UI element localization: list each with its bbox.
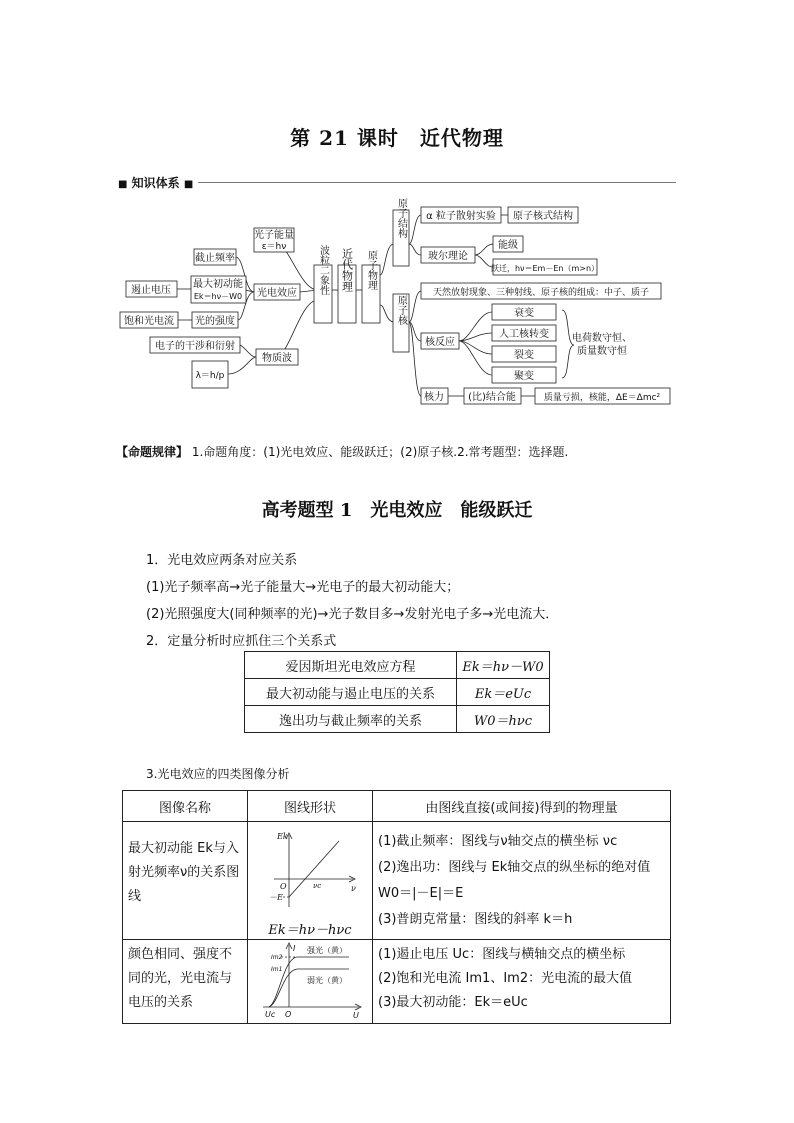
rule-text: 1.命题角度：(1)光电效应、能级跃迁；(2)原子核.2.常考题型：选择题. <box>191 445 569 459</box>
ek-frequency-graph <box>249 827 369 917</box>
fission-node: 裂变 <box>514 350 534 361</box>
max-ke-formula: Ek＝hν－W0 <box>193 292 243 301</box>
axis-label-x: ν <box>351 884 356 893</box>
header-cell: 由图线直接(或间接)得到的物理量 <box>373 791 671 822</box>
max-ke-node: 最大初动能 <box>193 279 243 290</box>
paragraph-3: (2)光照强度大(同种频率的光)→光子数目多→发射光电子多→光电流大． <box>146 607 559 622</box>
im1-label: Im1 <box>271 966 283 973</box>
axis-label-y: Ek <box>277 832 288 841</box>
origin-label: O <box>280 882 287 891</box>
section-heading: 高考题型 1 光电效应 能级跃迁 <box>261 500 533 521</box>
graph-item: (2)逸出功：图线与 Ek轴交点的纵坐标的绝对值 W0＝|－E|＝E <box>378 860 651 901</box>
relations-table <box>244 651 550 733</box>
bohr-node: 玻尔理论 <box>428 251 468 262</box>
graph-item: (3)最大初动能：Ek＝eUc <box>378 995 528 1010</box>
nucleus-node: 原子核 <box>395 295 407 325</box>
paragraph-4: 2．定量分析时应抓住三个关系式 <box>146 634 337 649</box>
atomic-physics-node: 原子物理 <box>365 250 377 290</box>
table-row <box>245 652 550 679</box>
graph-name: 最大初动能 Ek与入射光频率ν的关系图线 <box>128 841 240 904</box>
matter-wave-node: 物质波 <box>262 353 292 364</box>
im2-label: Im2 <box>271 954 283 961</box>
table-header-row <box>123 791 671 822</box>
graph-item: (3)普朗克常量：图线的斜率 k＝h <box>378 912 573 927</box>
conservation-label-1: 电荷数守恒、 <box>572 333 632 344</box>
table-row <box>245 679 550 706</box>
photoelectric-node: 光电效应 <box>257 288 297 299</box>
saturation-current-node: 饱和光电流 <box>124 316 174 327</box>
relation-name: 最大初动能与遏止电压的关系 <box>245 679 457 706</box>
axis-label-y: I <box>293 944 296 953</box>
current-voltage-graph <box>249 941 369 1021</box>
vc-label: νc <box>313 882 322 890</box>
debroglie-formula: λ＝h/p <box>195 371 225 381</box>
relation-name: 爱因斯坦光电效应方程 <box>245 652 457 679</box>
photon-energy-label: 光子能量 <box>254 230 294 241</box>
natural-radioactivity-node: 天然放射现象、三种射线、原子核的组成：中子、质子 <box>432 288 650 298</box>
header-cell: 图像名称 <box>123 791 248 822</box>
mass-defect-node: 质量亏损，核能，ΔE＝Δmc² <box>543 393 661 403</box>
axis-label-x: U <box>353 1011 359 1020</box>
stopping-voltage-node: 遏止电压 <box>131 285 171 296</box>
graph-item: (1)遏止电压 Uc：图线与横轴交点的横坐标 <box>378 947 626 962</box>
exam-rule <box>116 443 568 460</box>
relation-name: 逸出功与截止频率的关系 <box>245 706 457 733</box>
light-intensity-node: 光的强度 <box>195 316 235 327</box>
origin-label: O <box>285 1010 292 1019</box>
neg-e-label: －E <box>269 893 283 902</box>
relation-formula: Ek＝eUc <box>457 679 550 706</box>
table-row <box>123 822 671 940</box>
relation-formula: W0＝hνc <box>457 706 550 733</box>
wave-particle-node: 波粒二象性 <box>317 245 329 295</box>
nuclear-force-node: 核力 <box>424 392 444 403</box>
binding-node: (比)结合能 <box>468 392 516 403</box>
table-row <box>123 940 671 1024</box>
energy-level-node: 能级 <box>498 240 518 251</box>
section-header: ■ 知识体系 ■ <box>118 175 676 189</box>
graph-item: (2)饱和光电流 Im1、Im2：光电流的最大值 <box>378 971 633 986</box>
nuclear-model-node: 原子核式结构 <box>513 211 573 222</box>
photon-energy-formula: ε＝hν <box>261 242 287 252</box>
section-label: 知识体系 <box>131 176 180 190</box>
weak-light-label: 弱光（黄） <box>307 976 347 985</box>
paragraph-1: 1．光电效应两条对应关系 <box>146 553 298 568</box>
table-row <box>245 706 550 733</box>
paragraph-2: (1)光子频率高→光子能量大→光电子的最大初动能大； <box>146 580 460 595</box>
header-cell: 图线形状 <box>248 791 373 822</box>
center-node: 近代物理 <box>340 248 354 292</box>
knowledge-mindmap <box>0 0 794 420</box>
fusion-node: 聚变 <box>514 371 534 382</box>
graph-name: 颜色相同、强度不同的光，光电流与电压的关系 <box>128 947 233 1010</box>
atomic-structure-node: 原子结构 <box>395 198 407 238</box>
conservation-label-2: 质量数守恒 <box>577 346 627 357</box>
transition-node: 跃迁，hν＝Em－En（m>n） <box>490 264 600 273</box>
nuclear-reaction-node: 核反应 <box>425 337 455 348</box>
cutoff-frequency-node: 截止频率 <box>195 253 235 264</box>
graph-item: (1)截止频率：图线与ν轴交点的横坐标 νc <box>378 834 618 849</box>
paragraph-5: 3.光电效应的四类图像分析 <box>146 767 290 781</box>
page-title: 第 21 课时 近代物理 <box>290 126 504 150</box>
artificial-node: 人工核转变 <box>499 329 549 340</box>
interference-node: 电子的干涉和衍射 <box>155 341 235 352</box>
decay-node: 衰变 <box>514 308 534 319</box>
uc-label: Uc <box>265 1010 276 1019</box>
strong-light-label: 强光（黄） <box>307 946 347 955</box>
graph-table <box>122 790 671 1024</box>
rule-label: 【命题规律】 <box>116 445 189 459</box>
alpha-scatter-node: α 粒子散射实验 <box>426 211 496 222</box>
relation-formula: Ek＝hν－W0 <box>457 652 550 679</box>
bullet-icon: ■ <box>118 179 128 190</box>
graph-caption: Ek＝hν－hνc <box>268 923 352 938</box>
